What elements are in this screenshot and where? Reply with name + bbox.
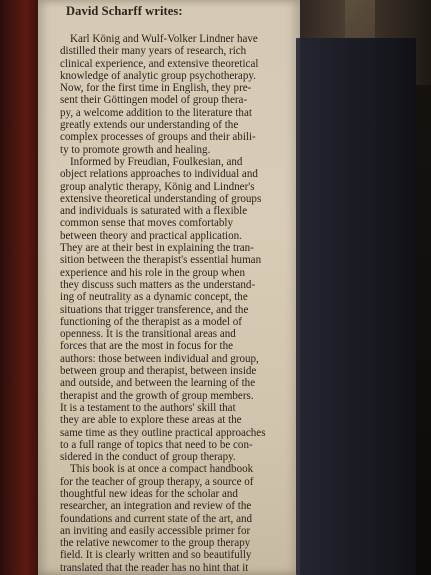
text-line: common sense that moves comfortably xyxy=(60,217,234,230)
text-line: forces that are the most in focus for the xyxy=(60,340,234,353)
text-line: This book is at once a compact handbook xyxy=(70,463,254,476)
text-line: and outside, and between the learning of the xyxy=(60,377,256,390)
text-line: clinical experience, and extensive theoretical xyxy=(60,57,259,70)
text-line: openness. It is the transitional areas and xyxy=(60,328,236,341)
text-line: object relations approaches to individual and xyxy=(60,168,258,181)
text-line: Now, for the first time in English, they pre- xyxy=(60,82,252,95)
text-line: extensive theoretical understanding of groups xyxy=(60,192,262,205)
text-line: functioning of the therapist as a model of xyxy=(60,315,242,328)
text-line: sidered in the conduct of group therapy. xyxy=(60,451,236,464)
dark-book-edge xyxy=(296,38,300,575)
text-line: foundations and current state of the art, and xyxy=(60,512,253,525)
dark-book-cover xyxy=(296,38,416,575)
page-heading: David Scharff writes: xyxy=(66,4,183,18)
page-text-block xyxy=(60,4,266,574)
text-line: py, a welcome addition to the literature that xyxy=(60,106,252,119)
text-line: they discuss such matters as the understand- xyxy=(60,278,256,291)
text-line: and individuals is saturated with a flexible xyxy=(60,205,248,218)
text-line: for the teacher of group therapy, a source of xyxy=(60,475,254,488)
text-line: group analytic therapy, König and Lindner's xyxy=(60,180,255,193)
text-line: same time as they outline practical approaches xyxy=(60,426,266,439)
text-line: translated that the reader has no hint that it xyxy=(60,561,249,574)
text-line: knowledge of analytic group psychotherapy. xyxy=(60,69,256,82)
text-line: situations that trigger transference, and the xyxy=(60,303,249,316)
text-line: Informed by Freudian, Foulkesian, and xyxy=(70,155,243,168)
text-line: They are at their best in explaining the tran- xyxy=(60,242,254,255)
text-line: the relative newcomer to the group therapy xyxy=(60,537,251,550)
text-line: an inviting and easily accessible primer for xyxy=(60,524,251,537)
text-line: therapist and the growth of group members. xyxy=(60,389,254,402)
text-line: greatly extends our understanding of the xyxy=(60,119,239,132)
text-line: Karl König and Wulf-Volker Lindner have xyxy=(70,33,258,45)
text-line: they are able to explore these areas at the xyxy=(60,414,242,427)
text-line: It is a testament to the authors' skill that xyxy=(60,401,236,414)
text-line: authors: those between individual and group, xyxy=(60,352,259,365)
text-line: researcher, an integration and review of the xyxy=(60,500,252,513)
text-line: ing of neutrality as a dynamic concept, the xyxy=(60,291,248,304)
text-line: distilled their many years of research, rich xyxy=(60,45,247,58)
text-line: to a full range of topics that need to be con- xyxy=(60,438,253,451)
text-line: complex processes of groups and their abili- xyxy=(60,131,256,144)
text-line: sition between the therapist's essential human xyxy=(60,254,262,267)
book-page xyxy=(38,0,300,575)
red-book-edge xyxy=(0,0,38,575)
text-line: sent their Göttingen model of group thera- xyxy=(60,94,248,107)
text-line: between group and therapist, between inside xyxy=(60,365,257,378)
text-line: experience and his role in the group when xyxy=(60,266,245,279)
text-line: ty to promote growth and healing. xyxy=(60,143,211,156)
text-line: between theory and practical application. xyxy=(60,229,242,242)
text-line: field. It is clearly written and so beautifully xyxy=(60,549,252,562)
text-line: thoughtful new ideas for the scholar and xyxy=(60,487,238,500)
body-text xyxy=(60,33,266,574)
